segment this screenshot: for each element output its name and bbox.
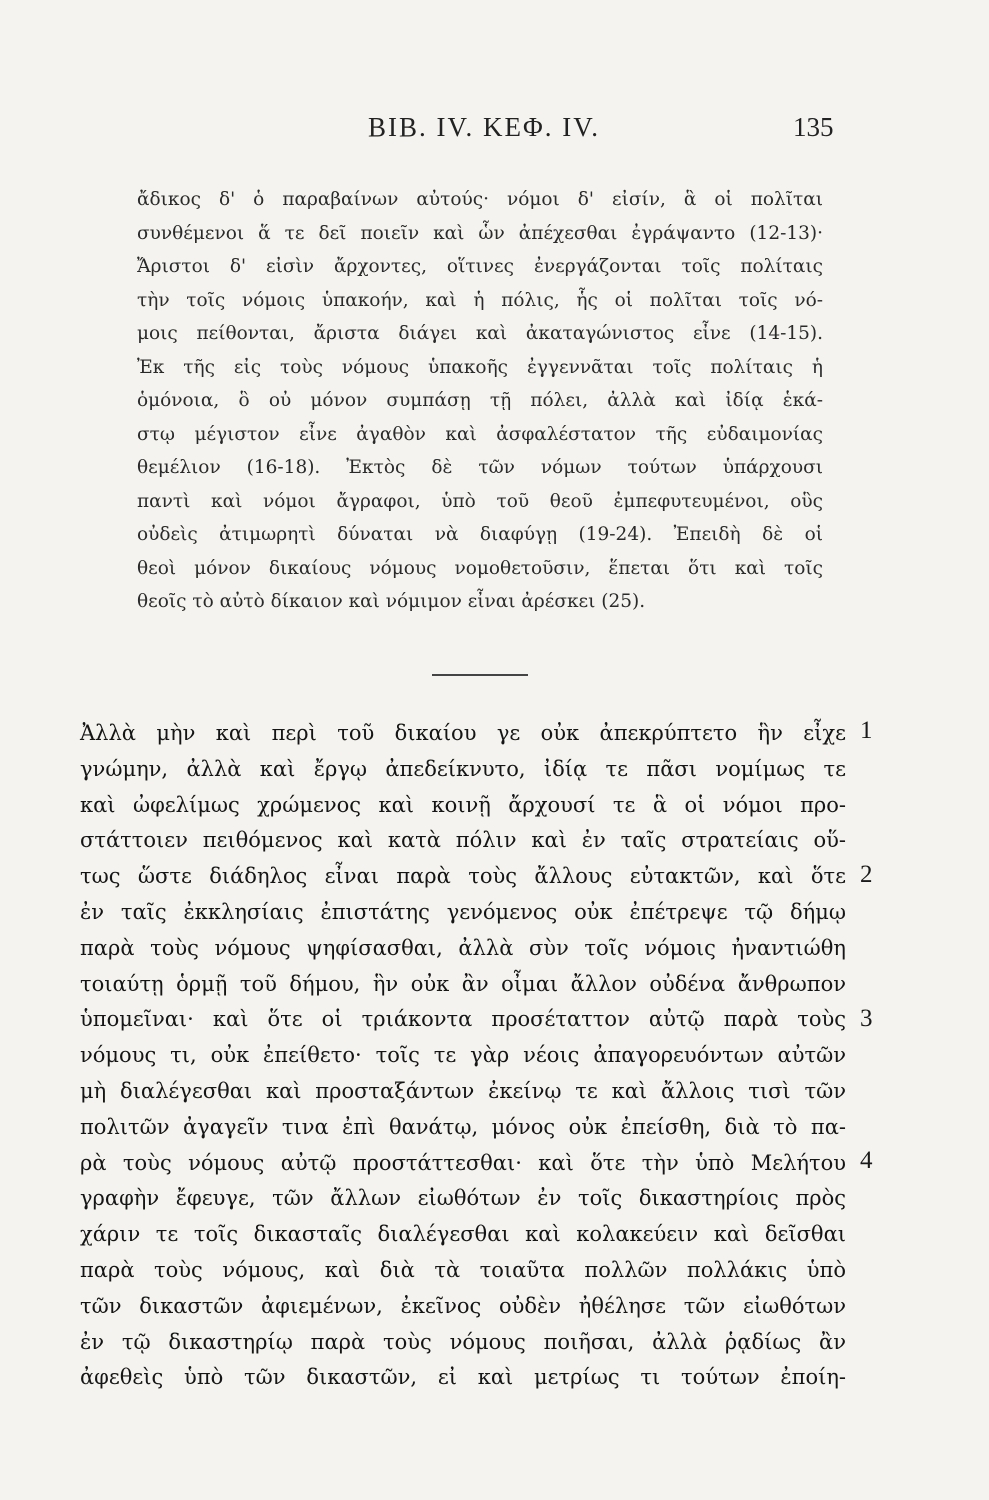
text-line: γνώμην, ἀλλὰ καὶ ἔργῳ ἀπεδείκνυτο, ἰδίᾳ τε πᾶσι νομίμως τε [80,756,846,781]
section-number-3: 3 [860,1005,873,1032]
running-title: ΒΙΒ. ΙV. ΚΕΦ. ΙV. [368,112,601,142]
text-line: τως ὥστε διάδηλος εἶναι παρὰ τοὺς ἄλλους εὐτακτῶν, καὶ ὅτε [80,864,846,889]
text-line: ὑπομεῖναι· καὶ ὅτε οἱ τριάκοντα προσέταττον αὐτῷ παρὰ τοὺς [80,1007,846,1032]
chapter-summary [137,183,823,619]
text-line: ἐν τῷ δικαστηρίῳ παρὰ τοὺς νόμους ποιῆσαι, ἀλλὰ ῥᾳδίως ἂν [80,1329,846,1354]
text-line: καὶ ὠφελίμως χρώμενος καὶ κοινῇ ἄρχουσί τε ἃ οἱ νόμοι προ- [80,792,846,817]
section-divider [432,674,528,676]
text-line: ἐν ταῖς ἐκκλησίαις ἐπιστάτης γενόμενος οὐκ ἐπέτρεψε τῷ δήμῳ [80,899,846,924]
summary-line: τὴν τοῖς νόμοις ὑπακοήν, καὶ ἡ πόλις, ἧς οἱ πολῖται τοῖς νό- [137,289,823,311]
summary-line: Ἄριστοι δ' εἰσὶν ἄρχοντες, οἵτινες ἐνεργάζονται τοῖς πολίταις [137,256,823,277]
summary-line: οὐδεὶς ἀτιμωρητὶ δύναται νὰ διαφύγῃ (19-24). Ἐπειδὴ δὲ οἱ [137,524,823,545]
summary-line: ὁμόνοια, ὃ οὐ μόνον συμπάσῃ τῇ πόλει, ἀλλὰ καὶ ἰδίᾳ ἑκά- [137,390,823,411]
summary-line: συνθέμενοι ἅ τε δεῖ ποιεῖν καὶ ὧν ἀπέχεσθαι ἐγράψαντο (12-13)· [137,222,823,244]
text-line: παρὰ τοὺς νόμους ψηφίσασθαι, ἀλλὰ σὺν τοῖς νόμοις ἠναντιώθη [80,935,846,960]
text-line: στάττοιεν πειθόμενος καὶ κατὰ πόλιν καὶ ἐν ταῖς στρατείαις οὕ- [80,828,846,853]
section-number-2: 2 [860,861,873,888]
summary-line: Ἐκ τῆς εἰς τοὺς νόμους ὑπακοῆς ἐγγεννᾶται τοῖς πολίταις ἡ [137,356,823,378]
summary-line: στῳ μέγιστον εἶνε ἀγαθὸν καὶ ἀσφαλέστατον τῆς εὐδαιμονίας [137,423,823,445]
summary-line: παντὶ καὶ νόμοι ἄγραφοι, ὑπὸ τοῦ θεοῦ ἐμπεφυτευμένοι, οὓς [137,490,823,512]
text-line: τῶν δικαστῶν ἀφιεμένων, ἐκεῖνος οὐδὲν ἠθέλησε τῶν εἰωθότων [80,1293,846,1318]
main-text [80,716,846,1396]
text-line: Ἀλλὰ μὴν καὶ περὶ τοῦ δικαίου γε οὐκ ἀπεκρύπτετο ἣν εἶχε [80,721,846,745]
summary-line: μοις πείθονται, ἄριστα διάγει καὶ ἀκαταγώνιστος εἶνε (14-15). [137,323,823,344]
text-line: νόμους τι, οὐκ ἐπείθετο· τοῖς τε γὰρ νέοις ἀπαγορευόντων αὐτῶν [80,1043,846,1068]
text-line: ρὰ τοὺς νόμους αὐτῷ προστάττεσθαι· καὶ ὅτε τὴν ὑπὸ Μελήτου [80,1150,846,1175]
text-line: πολιτῶν ἀγαγεῖν τινα ἐπὶ θανάτῳ, μόνος οὐκ ἐπείσθη, διὰ τὸ πα- [80,1114,846,1139]
text-line: παρὰ τοὺς νόμους, καὶ διὰ τὰ τοιαῦτα πολλῶν πολλάκις ὑπὸ [80,1257,846,1282]
text-line: ἀφεθεὶς ὑπὸ τῶν δικαστῶν, εἰ καὶ μετρίως τι τούτων ἐποίη- [80,1365,846,1390]
text-line: τοιαύτῃ ὁρμῇ τοῦ δήμου, ἣν οὐκ ἂν οἶμαι ἄλλον οὐδένα ἄνθρωπον [80,971,846,996]
text-line: μὴ διαλέγεσθαι καὶ προσταξάντων ἐκείνῳ τε καὶ ἄλλοις τισὶ τῶν [80,1078,846,1103]
page-header [0,112,989,152]
text-line: χάριν τε τοῖς δικασταῖς διαλέγεσθαι καὶ κολακεύειν καὶ δεῖσθαι [80,1222,846,1247]
section-number-1: 1 [860,717,873,744]
summary-line: θεμέλιον (16-18). Ἐκτὸς δὲ τῶν νόμων τούτων ὑπάρχουσι [137,457,823,478]
summary-line: θεοὶ μόνον δικαίους νόμους νομοθετοῦσιν, ἕπεται ὅτι καὶ τοῖς [137,557,823,579]
summary-line: θεοῖς τὸ αὐτὸ δίκαιον καὶ νόμιμον εἶναι ἀρέσκει (25). [137,591,646,612]
page-number: 135 [793,112,834,142]
summary-line: ἄδικος δ' ὁ παραβαίνων αὐτούς· νόμοι δ' εἰσίν, ἃ οἱ πολῖται [137,189,823,210]
text-line: γραφὴν ἔφευγε, τῶν ἄλλων εἰωθότων ἐν τοῖς δικαστηρίοις πρὸς [80,1186,846,1211]
section-number-4: 4 [860,1147,873,1174]
